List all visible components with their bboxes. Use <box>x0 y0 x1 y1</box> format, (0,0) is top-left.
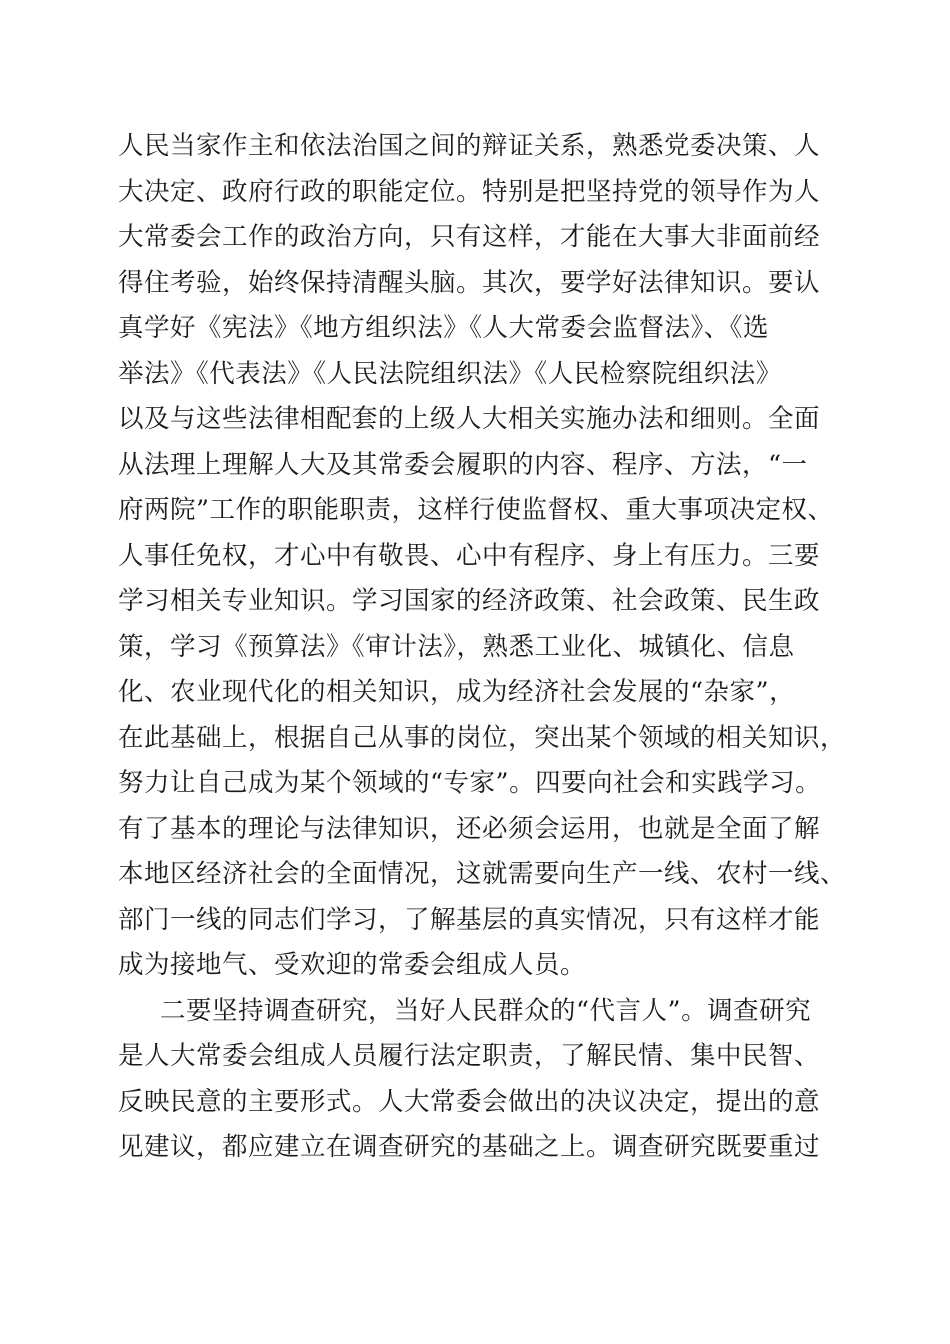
text-line: 努力让自己成为某个领域的“专家”。四要向社会和实践学习。 <box>118 768 822 798</box>
text-line: 部门一线的同志们学习，了解基层的真实情况，只有这样才能 <box>118 904 821 935</box>
text-line: 真学好《宪法》《地方组织法》《人大常委会监督法》、《选 <box>118 313 770 343</box>
text-line: 在此基础上，根据自己从事的岗位，突出某个领域的相关知识， <box>118 722 847 753</box>
text-line: 见建议，都应建立在调查研究的基础之上。调查研究既要重过 <box>118 1132 821 1162</box>
paragraph-start-line: 二要坚持调查研究，当好人民群众的“代言人”。调查研究 <box>160 995 812 1026</box>
text-line: 是人大常委会组成人员履行法定职责，了解民情、集中民智、 <box>118 1041 821 1071</box>
text-line: 得住考验，始终保持清醒头脑。其次，要学好法律知识。要认 <box>118 267 821 298</box>
text-line: 本地区经济社会的全面情况，这就需要向生产一线、农村一线、 <box>118 859 847 889</box>
text-line: 学习相关专业知识。学习国家的经济政策、社会政策、民生政 <box>118 586 821 616</box>
text-line: 有了基本的理论与法律知识，还必须会运用，也就是全面了解 <box>118 813 821 844</box>
text-line: 府两院”工作的职能职责，这样行使监督权、重大事项决定权、 <box>118 495 834 525</box>
text-line: 大决定、政府行政的职能定位。特别是把坚持党的领导作为人 <box>118 176 821 207</box>
text-line: 化、农业现代化的相关知识，成为经济社会发展的“杂家”， <box>118 677 796 707</box>
text-line: 策，学习《预算法》《审计法》，熟悉工业化、城镇化、信息 <box>118 631 795 662</box>
body-text <box>118 124 847 1171</box>
text-line: 举法》《代表法》《人民法院组织法》《人民检察院组织法》 <box>118 358 782 389</box>
text-line: 以及与这些法律相配套的上级人大相关实施办法和细则。全面 <box>118 404 821 434</box>
text-line: 反映民意的主要形式。人大常委会做出的决议决定，提出的意 <box>118 1086 821 1117</box>
text-line: 大常委会工作的政治方向，只有这样，才能在大事大非面前经 <box>118 222 821 252</box>
text-line: 成为接地气、受欢迎的常委会组成人员。 <box>118 950 587 980</box>
text-line: 人民当家作主和依法治国之间的辩证关系，熟悉党委决策、人 <box>118 131 821 161</box>
text-line: 从法理上理解人大及其常委会履职的内容、程序、方法，“一 <box>118 449 808 480</box>
text-line: 人事任免权，才心中有敬畏、心中有程序、身上有压力。三要 <box>118 540 821 571</box>
